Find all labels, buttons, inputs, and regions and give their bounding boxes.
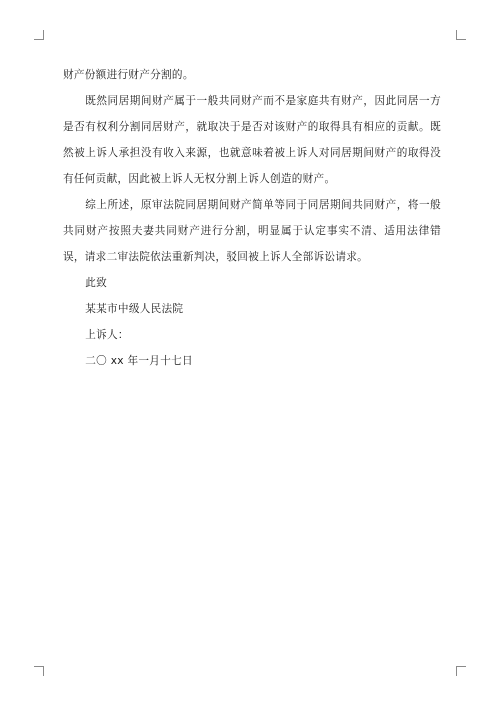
appellant-signature-label: 上诉人： bbox=[85, 329, 129, 341]
crop-mark-top-left bbox=[34, 30, 44, 40]
crop-mark-bottom-right bbox=[456, 666, 466, 676]
document-date: 二〇 xx 年一月十七日 bbox=[85, 355, 193, 367]
closing-salutation: 此致 bbox=[85, 277, 108, 289]
crop-mark-top-right bbox=[456, 30, 466, 40]
paragraph-continuation: 财产份额进行财产分割的。 bbox=[63, 69, 194, 81]
crop-mark-bottom-left bbox=[34, 666, 44, 676]
paragraph-contribution-argument: 既然同居期间财产属于一般共同财产而不是家庭共有财产，因此同居一方是否有权利分割同居财产，就取决于是否对该财产的取得具有相应的贡献。既然被上诉人承担没有收入来源，也就意味着被上诉人对同居期间财产的取得没有任何贡献，因此被上诉人无权分割上诉人创造的财产。 bbox=[63, 95, 441, 185]
court-name: 某某市中级人民法院 bbox=[85, 303, 184, 315]
paragraph-conclusion: 综上所述，原审法院同居期间财产简单等同于同居期间共同财产，将一般共同财产按照夫妻共同财产进行分割，明显属于认定事实不清、适用法律错误，请求二审法院依法重新判决，驳回被上诉人全部诉讼请求。 bbox=[63, 199, 441, 263]
document-body bbox=[63, 62, 441, 374]
